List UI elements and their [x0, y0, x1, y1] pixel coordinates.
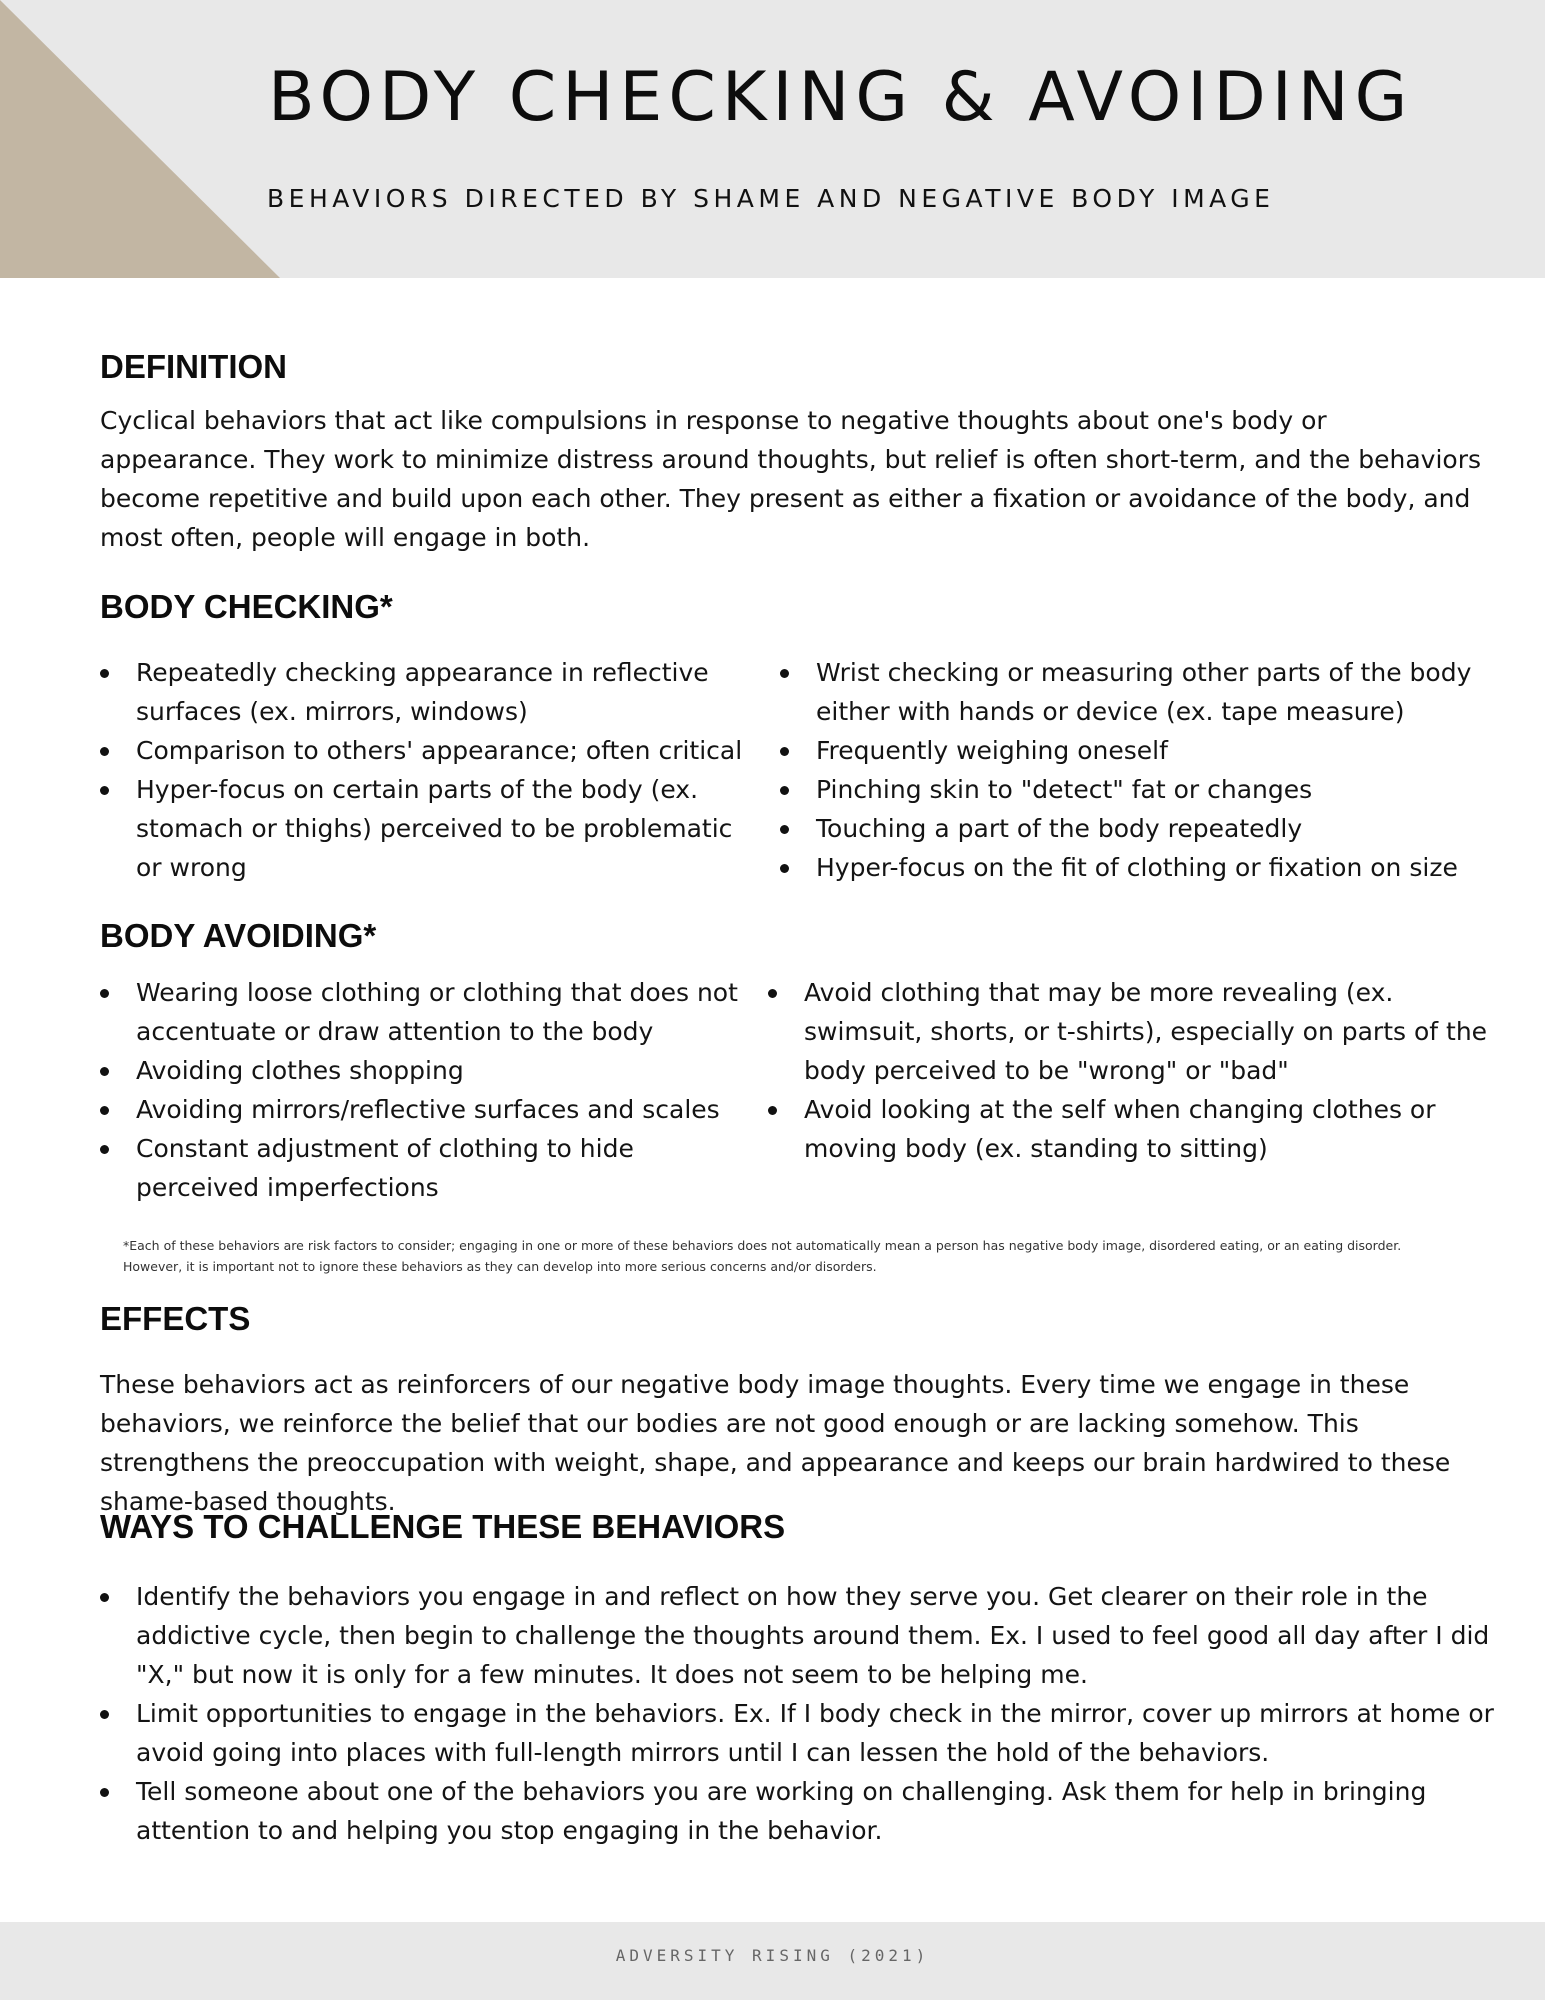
- bullet-icon: [100, 1106, 109, 1115]
- effects-heading: EFFECTS: [100, 1300, 251, 1337]
- bullet-icon: [780, 864, 789, 873]
- list-item: Pinching skin to "detect" fat or changes: [780, 770, 1500, 809]
- list-item: Avoid looking at the self when changing clothes or moving body (ex. standing to sitting): [768, 1090, 1503, 1168]
- bullet-icon: [100, 989, 109, 998]
- body-checking-list-right: [780, 653, 1500, 887]
- body-checking-list-left: [100, 653, 750, 887]
- list-item: Comparison to others' appearance; often critical: [100, 731, 750, 770]
- list-item: Identify the behaviors you engage in and reflect on how they serve you. Get clearer on their role in the addictive cycle, then begin to challenge the thoughts around them. Ex. I used to feel good all day after I did "X," but now it is only for a few minutes. It does not seem to be helping me.: [100, 1577, 1500, 1694]
- bullet-icon: [780, 786, 789, 795]
- definition-heading: DEFINITION: [100, 348, 287, 385]
- list-item: Avoiding clothes shopping: [100, 1051, 750, 1090]
- definition-text: Cyclical behaviors that act like compulsions in response to negative thoughts about one's body or appearance. They work to minimize distress around thoughts, but relief is often short-term, and the behaviors become repetitive and build upon each other. They present as either a fixation or avoidance of the body, and most often, people will engage in both.: [100, 406, 1481, 552]
- bullet-icon: [100, 1710, 109, 1719]
- body-checking-heading: BODY CHECKING*: [100, 588, 393, 625]
- list-item: Wrist checking or measuring other parts of the body either with hands or device (ex. tape measure): [780, 653, 1500, 731]
- list-item: Wearing loose clothing or clothing that does not accentuate or draw attention to the body: [100, 973, 750, 1051]
- corner-triangle-decoration: [0, 0, 280, 278]
- page-subtitle: BEHAVIORS DIRECTED BY SHAME AND NEGATIVE BODY IMAGE: [267, 184, 1275, 213]
- risk-footnote: *Each of these behaviors are risk factors to consider; engaging in one or more of these behaviors does not automatically mean a person has negative body image, disordered eating, or an eating disorder. However, it is important not to ignore these behaviors as they can develop into more serious concerns and/or disorders.: [123, 1238, 1402, 1274]
- bullet-icon: [100, 669, 109, 678]
- bullet-icon: [768, 989, 777, 998]
- bullet-icon: [780, 825, 789, 834]
- list-item: Hyper-focus on the fit of clothing or fixation on size: [780, 848, 1500, 887]
- header-band: [0, 0, 1545, 278]
- list-item: Tell someone about one of the behaviors you are working on challenging. Ask them for help in bringing attention to and helping you stop engaging in the behavior.: [100, 1772, 1500, 1850]
- list-item: Touching a part of the body repeatedly: [780, 809, 1500, 848]
- list-item: Avoiding mirrors/reflective surfaces and scales: [100, 1090, 750, 1129]
- bullet-icon: [100, 1145, 109, 1154]
- bullet-icon: [100, 1067, 109, 1076]
- list-item: Hyper-focus on certain parts of the body (ex. stomach or thighs) perceived to be problematic or wrong: [100, 770, 750, 887]
- challenge-list: [100, 1577, 1500, 1850]
- body-avoiding-list-right: [768, 973, 1503, 1168]
- page-title: BODY CHECKING & AVOIDING: [268, 58, 1414, 137]
- body-avoiding-heading: BODY AVOIDING*: [100, 917, 377, 954]
- effects-text: These behaviors act as reinforcers of our negative body image thoughts. Every time we engage in these behaviors, we reinforce the belief that our bodies are not good enough or are lacking somehow. This strengthens the preoccupation with weight, shape, and appearance and keeps our brain hardwired to these shame-based thoughts.: [100, 1370, 1451, 1516]
- bullet-icon: [768, 1106, 777, 1115]
- bullet-icon: [100, 1593, 109, 1602]
- list-item: Frequently weighing oneself: [780, 731, 1500, 770]
- footer-credit: ADVERSITY RISING (2021): [615, 1946, 930, 1965]
- list-item: Limit opportunities to engage in the behaviors. Ex. If I body check in the mirror, cover up mirrors at home or avoid going into places with full-length mirrors until I can lessen the hold of the behaviors.: [100, 1694, 1500, 1772]
- bullet-icon: [100, 786, 109, 795]
- bullet-icon: [780, 747, 789, 756]
- list-item: Repeatedly checking appearance in reflective surfaces (ex. mirrors, windows): [100, 653, 750, 731]
- bullet-icon: [780, 669, 789, 678]
- list-item: Constant adjustment of clothing to hide perceived imperfections: [100, 1129, 750, 1207]
- challenge-heading: WAYS TO CHALLENGE THESE BEHAVIORS: [100, 1508, 786, 1545]
- body-avoiding-list-left: [100, 973, 750, 1207]
- bullet-icon: [100, 747, 109, 756]
- bullet-icon: [100, 1788, 109, 1797]
- list-item: Avoid clothing that may be more revealing (ex. swimsuit, shorts, or t-shirts), especially on parts of the body perceived to be "wrong" or "bad": [768, 973, 1503, 1090]
